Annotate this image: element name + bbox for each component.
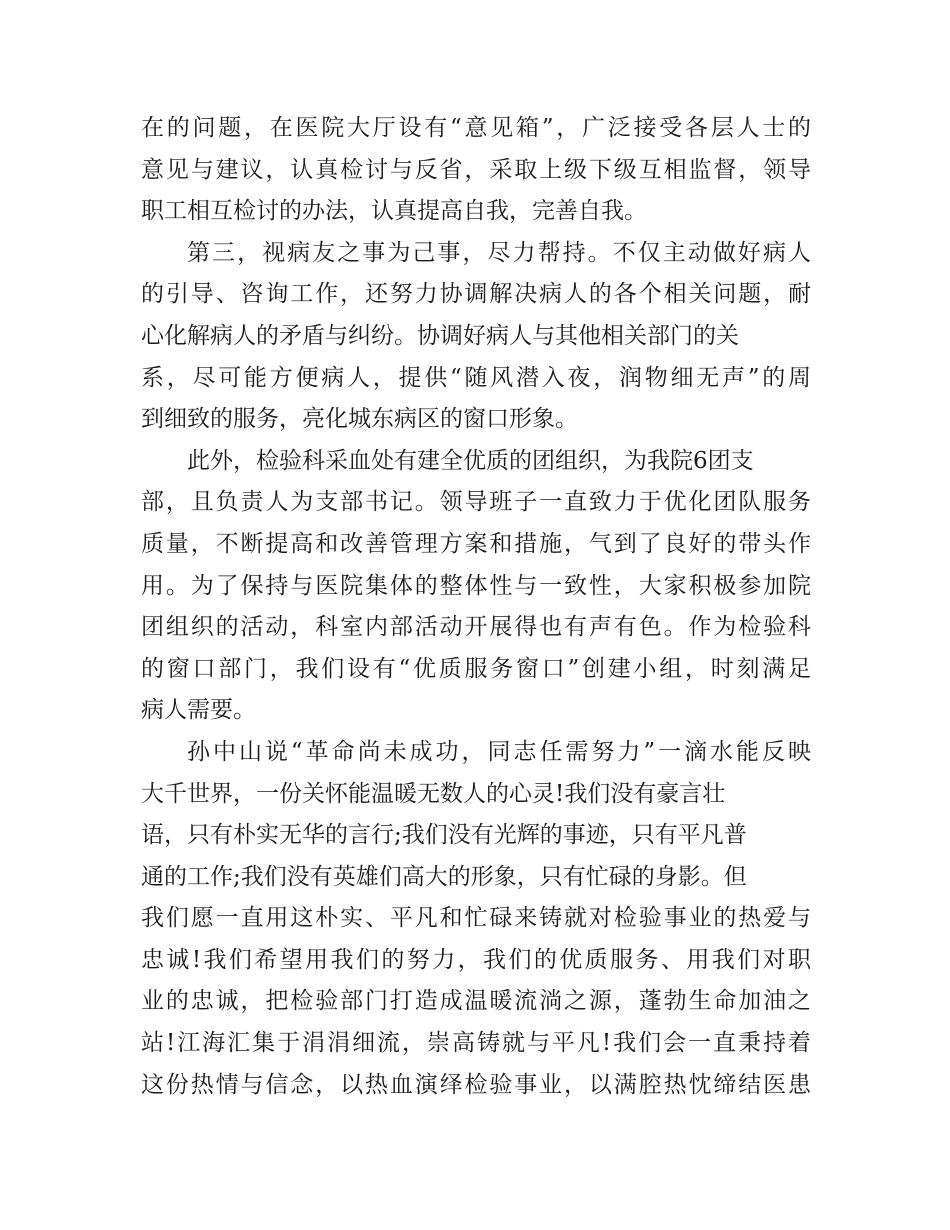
- text-line: 忠诚!我们希望用我们的努力，我们的优质服务、用我们对职: [141, 946, 811, 973]
- text-line: 系，尽可能方便病人，提供“随风潜入夜，润物细无声”的周: [141, 364, 811, 391]
- text-line: 意见与建议，认真检讨与反省，采取上级下级互相监督，领导: [141, 156, 811, 183]
- text-line: 心化解病人的矛盾与纠纷。协调好病人与其他相关部门的关: [141, 322, 739, 349]
- text-line: 站!江海汇集于涓涓细流，崇高铸就与平凡!我们会一直秉持着: [141, 1030, 811, 1057]
- text-line: 的窗口部门，我们设有“优质服务窗口”创建小组，时刻满足: [141, 655, 811, 682]
- text-line: 用。为了保持与医院集体的整体性与一致性，大家积极参加院: [141, 572, 811, 599]
- text-line: 质量，不断提高和改善管理方案和措施，气到了良好的带头作: [141, 530, 811, 557]
- body-text: [141, 108, 811, 1106]
- text-line: 在的问题，在医院大厅设有“意见箱”，广泛接受各层人士的: [141, 115, 811, 141]
- text-line: 病人需要。: [141, 697, 256, 724]
- paragraph-first-line: 孙中山说“革命尚未成功，同志任需努力”一滴水能反映: [187, 738, 811, 765]
- text-line: 我们愿一直用这朴实、平凡和忙碌来铸就对检验事业的热爱与: [141, 905, 811, 932]
- text-line: 职工相互检讨的办法，认真提高自我，完善自我。: [141, 198, 647, 225]
- text-line: 大千世界，一份关怀能温暖无数人的心灵!我们没有豪言壮: [141, 780, 726, 807]
- text-line: 部，且负责人为支部书记。领导班子一直致力于优化团队服务: [141, 489, 811, 516]
- paragraph-first-line: 此外，检验科采血处有建全优质的团组织，为我院6团支: [187, 447, 754, 474]
- text-line: 这份热情与信念，以热血演绎检验事业，以满腔热忱缔结医患: [141, 1071, 811, 1098]
- text-line: 通的工作;我们没有英雄们高大的形象，只有忙碌的身影。但: [141, 863, 747, 890]
- text-line: 团组织的活动，科室内部活动开展得也有声有色。作为检验科: [141, 614, 811, 641]
- text-line: 业的忠诚，把检验部门打造成温暖流淌之源，蓬勃生命加油之: [141, 988, 811, 1015]
- text-line: 语，只有朴实无华的言行;我们没有光辉的事迹，只有平凡普: [141, 822, 747, 849]
- text-line: 的引导、咨询工作，还努力协调解决病人的各个相关问题，耐: [141, 281, 811, 308]
- paragraph-first-line: 第三，视病友之事为己事，尽力帮持。不仅主动做好病人: [187, 239, 811, 266]
- text-line: 到细致的服务，亮化城东病区的窗口形象。: [141, 406, 578, 433]
